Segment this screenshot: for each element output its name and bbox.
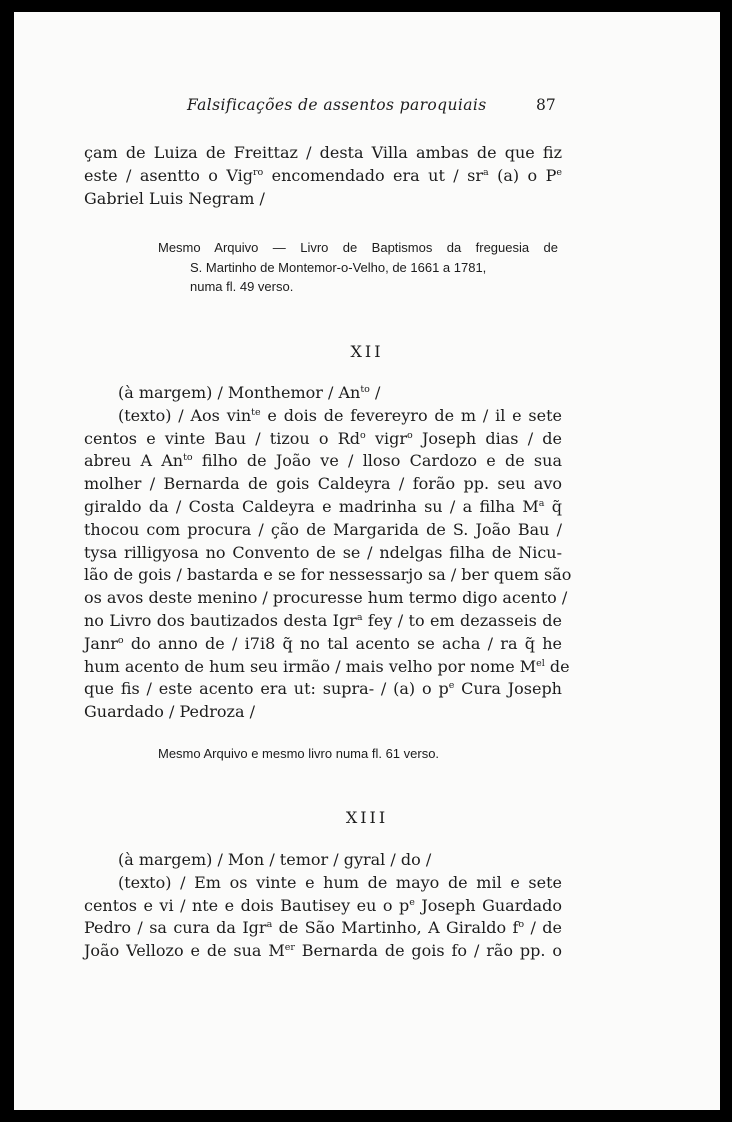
section-xii-text <box>84 382 572 724</box>
citation-line: numa fl. 49 verso. <box>190 279 294 294</box>
archive-citation-2 <box>158 744 578 764</box>
intro-paragraph <box>84 142 562 210</box>
text-line: abreu A $An^{to}$ filho de João ve / lloso Cardozo e de sua <box>84 451 562 471</box>
text-line: Gabriel Luis Negram / <box>84 188 265 208</box>
citation-line: Mesmo Arquivo e mesmo livro numa fl. 61 verso. <box>158 746 440 761</box>
text-line: çam de Luiza de Freittaz / desta Villa ambas de que fiz <box>84 143 562 162</box>
text-line: hum acento de hum seu irmão / mais velho por nome $M^{el}$ de <box>84 656 570 676</box>
page-number: 87 <box>536 96 556 114</box>
text-line: lão de gois / bastarda e se for nessessarjo sa / ber quem são <box>84 565 572 585</box>
text-line: (texto) / Aos vin$^{te}$ e dois de fevereyro de m / il e sete <box>118 405 562 425</box>
book-page <box>14 12 720 1110</box>
text-line: centos e vinte Bau / tizou o Rd$^o$ vigr$^o$ Joseph dias / de <box>84 428 563 448</box>
text-line: tysa rilligyosa no Convento de se / ndelgas filha de Nicu- <box>84 542 562 562</box>
text-line: Pedro / sa cura da Igr$^a$ de São Martinho, A Giraldo $f^o$ / de <box>84 918 562 938</box>
text-line: João Vellozo e de sua Mer Bernarda de gois fo / rão pp. o <box>84 941 562 961</box>
text-line: thocou com procura / ção de Margarida de S. João Bau / <box>84 519 562 539</box>
text-line: (à margem) / Mon / temor / gyral / do / <box>118 850 432 869</box>
section-heading-xiii: XIII <box>345 808 389 827</box>
text-line: (à margem) / Monthemor / $An^{to}$ / <box>118 383 381 402</box>
citation-line: Mesmo Arquivo — Livro de Baptismos da freguesia de <box>158 240 558 255</box>
citation-line: S. Martinho de Montemor-o-Velho, de 1661 a 1781, <box>190 259 487 275</box>
section-heading-xii: XII <box>350 342 384 361</box>
section-xiii-text <box>84 849 562 963</box>
text-line: este / asentto o Vig$^{ro}$ encomendado era ut / $sr^a$ (a) o $P^e$ <box>84 165 563 185</box>
running-title: Falsificações de assentos paroquiais <box>187 96 487 114</box>
text-line: no Livro dos bautizados desta Igr$^a$ fey / to em dezasseis de <box>84 610 562 630</box>
text-line: molher / Bernarda de gois Caldeyra / forão pp. seu avo <box>84 474 562 494</box>
text-line: os avos deste menino / procuresse hum termo digo acento / <box>84 588 568 608</box>
text-line: (texto) / Em os vinte e hum de mayo de mil e sete <box>118 872 562 892</box>
text-line: centos e vi / nte e dois Bautisey eu o $p^e$ Joseph Guardado <box>84 895 563 915</box>
text-line: Guardado / Pedroza / <box>84 702 255 722</box>
text-line: que fis / este acento era ut: supra- / (a) o $p^e$ Cura Joseph <box>84 679 562 699</box>
text-line: giraldo da / Costa Caldeyra e madrinha su / a filha $M^a$ q̃ <box>84 496 563 516</box>
page-header <box>14 96 720 122</box>
archive-citation <box>158 238 558 297</box>
text-line: Janr$^o$ do anno de / i7i8 q̃ no tal acento se acha / ra q̃ he <box>84 633 562 653</box>
